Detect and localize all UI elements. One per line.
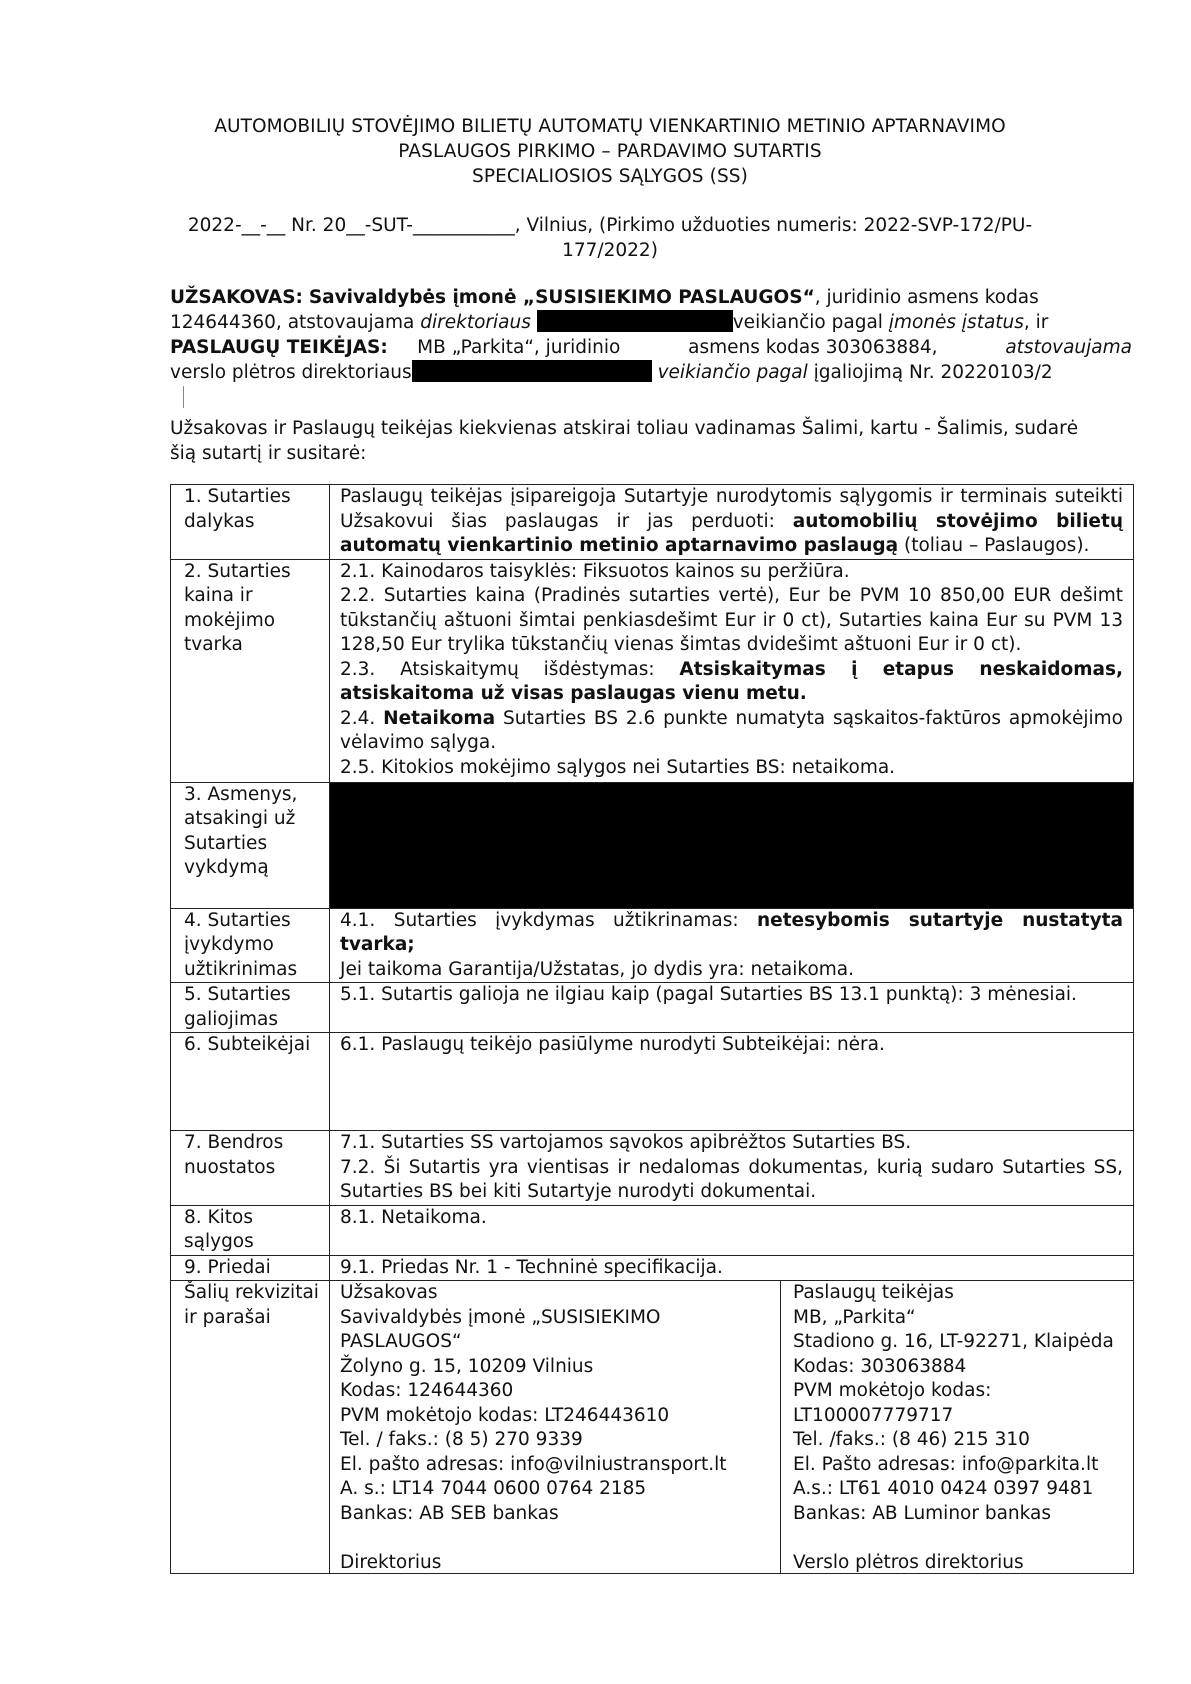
customer-line [340,1526,770,1551]
customer-line-2 [170,310,1132,335]
price-clause-4 [340,707,1123,756]
provider-details [781,1281,1114,1573]
provider-line: PVM mokėtojo kodas: [793,1380,992,1401]
clause-bold: netesybomis sutartyje nustatyta tvarka; [340,909,1123,955]
table-row [171,1033,1134,1131]
customer-representative-role: direktoriaus [420,312,531,333]
redaction-block [537,310,733,332]
provider-line-1 [170,335,1132,360]
table-row [171,1205,1134,1255]
provider-authorization: įgaliojimą Nr. 20220103/2 [807,362,1053,383]
subject-service: automobilių stovėjimo bilietų automatų vienkartinio metinio aptarnavimo paslaugą [340,510,1123,556]
customer-acting-text: veikiančio pagal [732,312,889,333]
row-content: 9.1. Priedas Nr. 1 - Techninė specifikacija. [330,1255,1134,1281]
parties-agreement [170,416,1132,466]
customer-line: Direktorius [340,1551,442,1573]
customer-line: Bankas: AB SEB bankas [340,1502,559,1524]
price-clause-3 [340,658,1123,707]
customer-line: Savivaldybės įmonė „SUSISIEKIMO PASLAUGOS“ [340,1306,661,1352]
customer-line: PVM mokėtojo kodas: LT246443610 [340,1404,670,1426]
provider-line: Tel. /faks.: (8 46) 215 310 [793,1429,1030,1450]
customer-basis: įmonės įstatus [888,312,1024,333]
provider-line: LT100007779717 [793,1404,954,1426]
title-line-3: SPECIALIOSIOS SĄLYGOS (SS) [472,166,748,187]
provider-representative-role: verslo plėtros direktoriaus [170,362,412,383]
customer-name: Savivaldybės įmonė „SUSISIEKIMO PASLAUGOS“ [308,287,815,308]
row-content [330,908,1134,983]
title-line-1: AUTOMOBILIŲ STOVĖJIMO BILIETŲ AUTOMATŲ VIENKARTINIO METINIO APTARNAVIMO [214,116,1006,137]
date-line-2: 177/2022) [562,240,658,261]
row-label: Šalių rekvizitai ir parašai [171,1281,330,1574]
table-row [171,983,1134,1033]
row-label: 4. Sutarties įvykdymo užtikrinimas [171,908,330,983]
subject-suffix: (toliau – Paslaugos). [898,535,1090,556]
price-clause-1: 2.1. Kainodaros taisyklės: Fiksuotos kainos su peržiūra. [340,560,850,582]
provider-represented: atstovaujama [1005,337,1132,358]
provider-line: MB, „Parkita“ [793,1306,916,1328]
document-title [170,114,1050,189]
table-row [171,1281,1134,1574]
table-row [171,1255,1134,1281]
provider-line: El. Pašto adresas: info@parkita.lt [793,1453,1099,1475]
table-row [171,1131,1134,1206]
customer-label: UŽSAKOVAS: [170,287,303,308]
clause-bold: Netaikoma [383,707,496,729]
general-clause-1: 7.1. Sutarties SS vartojamos sąvokos apibrėžtos Sutarties BS. [340,1132,912,1153]
date-line-1: 2022-__-__ Nr. 20__-SUT-___________, Vilnius, (Pirkimo užduoties numeris: 2022-SVP-172/PU- [187,215,1033,236]
customer-line-1 [170,285,1132,310]
row-label: 6. Subteikėjai [171,1033,330,1131]
parties-line-1: Užsakovas ir Paslaugų teikėjas kiekvienas atskirai toliau vadinamas Šalimi, kartu - Šalimis, sudarė [170,418,1079,439]
row-label: 7. Bendros nuostatos [171,1131,330,1206]
subject-text: Paslaugų teikėjas įsipareigoja Sutartyje nurodytomis sąlygomis ir terminais suteikti Užsakovui šias paslaugas ir jas perduoti: [340,486,1123,532]
clause-text: 4.1. Sutarties įvykdymas užtikrinamas: [340,909,757,931]
provider-code: asmens kodas 303063884, [688,337,938,358]
text-cursor [183,386,184,408]
provider-line: Verslo plėtros direktorius [793,1551,1024,1573]
redaction-block [412,360,652,382]
row-label: 8. Kitos sąlygos [171,1205,330,1255]
provider-label: PASLAUGŲ TEIKĖJAS: [170,337,388,358]
row-content: 8.1. Netaikoma. [330,1205,1134,1255]
general-clause-2: 7.2. Ši Sutartis yra vientisas ir nedalomas dokumentas, kurią sudaro Sutarties SS, Sutarties BS bei kiti Sutartyje nurodyti dokumentai. [340,1156,1123,1202]
table-row [171,485,1134,560]
row-label: 1. Sutarties dalykas [171,485,330,560]
provider-line: A.s.: LT61 4010 0424 0397 9481 [793,1478,1094,1499]
provider-line: Kodas: 303063884 [793,1355,967,1377]
customer-line: El. pašto adresas: info@vilniustransport.lt [340,1453,727,1475]
contract-number-line [170,213,1050,263]
title-line-2: PASLAUGOS PIRKIMO – PARDAVIMO SUTARTIS [398,141,822,162]
row-content [330,559,1134,782]
provider-line: Paslaugų teikėjas [793,1282,954,1303]
customer-code-value: 124644360, atstovaujama [170,312,421,333]
provider-name: MB „Parkita“, juridinio [417,337,621,358]
parties-intro [170,285,1132,385]
clause-text: 2.3. Atsiskaitymų išdėstymas: [340,658,680,680]
table-row [171,908,1134,983]
price-clause-2: 2.2. Sutarties kaina (Pradinės sutarties vertė), Eur be PVM 10 850,00 EUR dešimt tūkstančių aštuoni šimtai penkiasdešimt Eur ir 0 ct), Sutarties kaina Eur su PVM 13 128,50 Eur trylika tūkstančių vienas šimtas dvidešimt aštuoni Eur ir 0 ct). [340,585,1123,655]
clause-text: 2.4. [340,707,384,729]
row-label: 2. Sutarties kaina ir mokėjimo tvarka [171,559,330,782]
customer-line: Tel. / faks.: (8 5) 270 9339 [340,1429,583,1450]
guarantee-clause: Jei taikoma Garantija/Užstatas, jo dydis yra: netaikoma. [340,958,854,980]
customer-and: , ir [1023,312,1049,333]
parties-line-2: šią sutartį ir susitarė: [170,443,367,464]
provider-line [793,1526,1114,1551]
customer-line: Žolyno g. 15, 10209 Vilnius [340,1355,594,1377]
row-content [330,485,1134,560]
customer-code-text: , juridinio asmens kodas [814,287,1039,308]
signature-columns [330,1281,1133,1573]
row-label: 5. Sutarties galiojimas [171,983,330,1033]
signatures-cell [330,1281,1134,1574]
provider-line-2 [170,360,1132,385]
provider-acting-text: veikiančio pagal [657,362,808,383]
row-label: 3. Asmenys, atsakingi už Sutarties vykdymą [171,782,330,908]
row-content: 6.1. Paslaugų teikėjo pasiūlyme nurodyti Subteikėjai: nėra. [330,1033,1134,1131]
row-content [330,1131,1134,1206]
customer-line: Užsakovas [340,1282,438,1303]
table-row [171,782,1134,908]
clause-bold: Atsiskaitymas į etapus neskaidomas, atsiskaitoma už visas paslaugas vienu metu. [340,658,1124,704]
row-content: 5.1. Sutartis galioja ne ilgiau kaip (pagal Sutarties BS 13.1 punktą): 3 mėnesiai. [330,983,1134,1033]
price-clause-5: 2.5. Kitokios mokėjimo sąlygos nei Sutarties BS: netaikoma. [340,756,896,778]
provider-line: Bankas: AB Luminor bankas [793,1502,1052,1524]
table-row [171,559,1134,782]
customer-details [330,1281,781,1573]
provider-line: Stadiono g. 16, LT-92271, Klaipėda [793,1331,1114,1352]
row-label: 9. Priedai [171,1255,330,1281]
customer-line: Kodas: 124644360 [340,1380,514,1401]
redacted-responsible-persons [330,782,1134,908]
conditions-table [170,484,1134,1574]
customer-line: A. s.: LT14 7044 0600 0764 2185 [340,1478,647,1499]
clause-text: Sutarties BS 2.6 punkte numatyta sąskaitos-faktūros apmokėjimo vėlavimo sąlyga. [340,707,1123,753]
